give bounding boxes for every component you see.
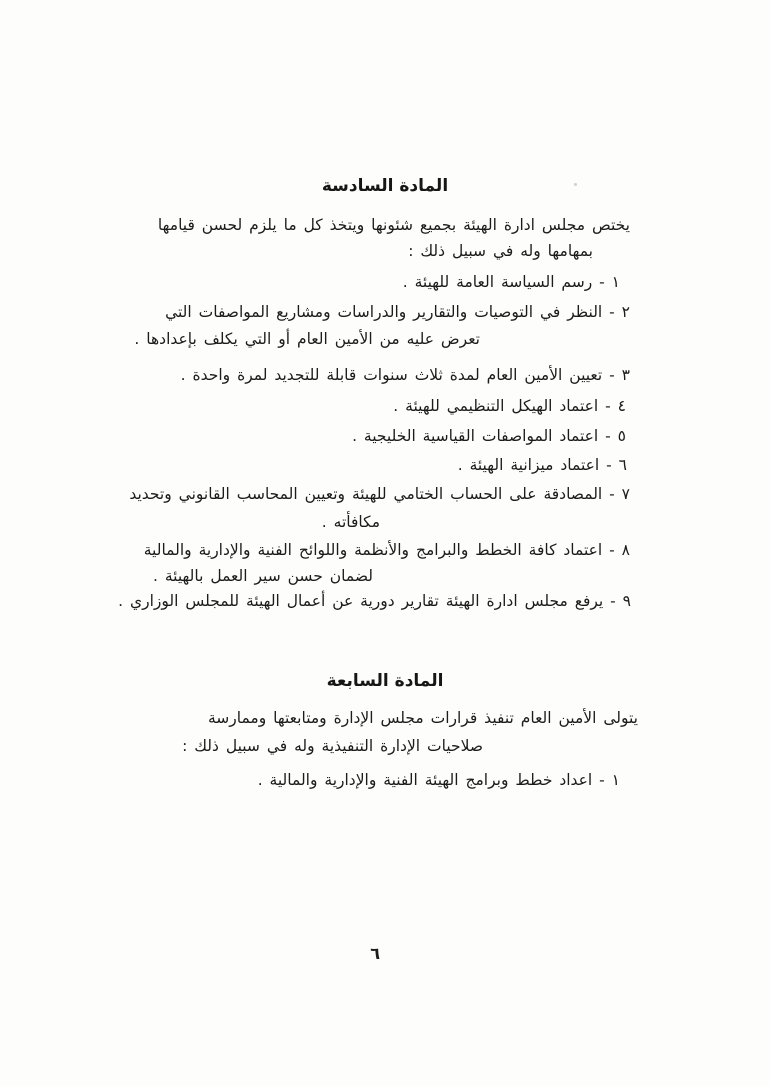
article-6-heading: المادة السادسة [321, 176, 449, 196]
article-6-item-7-line-1: ٧ - المصادقة على الحساب الختامي للهيئة وتعيين المحاسب القانوني وتحديد [129, 485, 630, 503]
article-6-intro-line-1: يختص مجلس ادارة الهيئة بجميع شئونها ويتخذ كل ما يلزم لحسن قيامها [157, 216, 630, 234]
article-6-item-4-line-1: ٤ - اعتماد الهيكل التنظيمي للهيئة . [393, 397, 626, 415]
article-6-item-1-line-1: ١ - رسم السياسة العامة للهيئة . [402, 273, 620, 291]
article-6-item-9-line-1: ٩ - يرفع مجلس ادارة الهيئة تقارير دورية عن أعمال الهيئة للمجلس الوزاري . [118, 592, 631, 610]
article-6-item-3-line-1: ٣ - تعيين الأمين العام لمدة ثلاث سنوات قابلة للتجديد لمرة واحدة . [180, 366, 630, 384]
article-6-item-8-line-2: لضمان حسن سير العمل بالهيئة . [153, 567, 373, 585]
article-6-item-8-line-1: ٨ - اعتماد كافة الخطط والبرامج والأنظمة واللوائح الفنية والإدارية والمالية [143, 541, 630, 559]
article-7-intro-line-2: صلاحيات الإدارة التنفيذية وله في سبيل ذلك : [182, 737, 483, 755]
article-6-item-6-line-1: ٦ - اعتماد ميزانية الهيئة . [457, 456, 627, 474]
article-6-item-2-line-2: تعرض عليه من الأمين العام أو التي يكلف بإعدادها . [134, 330, 480, 348]
article-7-item-1-line-1: ١ - اعداد خطط وبرامج الهيئة الفنية والإدارية والمالية . [257, 771, 620, 789]
article-6-item-5-line-1: ٥ - اعتماد المواصفات القياسية الخليجية . [352, 427, 626, 445]
article-7-heading: المادة السابعة [326, 671, 444, 691]
article-6-item-7-line-2: مكافأته . [321, 513, 380, 531]
page-number: ٦ [370, 944, 380, 963]
article-6-item-2-line-1: ٢ - النظر في التوصيات والتقارير والدراسات ومشاريع المواصفات التي [165, 303, 630, 321]
article-6-intro-line-2: بمهامها وله في سبيل ذلك : [408, 242, 593, 260]
article-7-intro-line-1: يتولى الأمين العام تنفيذ قرارات مجلس الإدارة ومتابعتها وممارسة [207, 709, 638, 727]
